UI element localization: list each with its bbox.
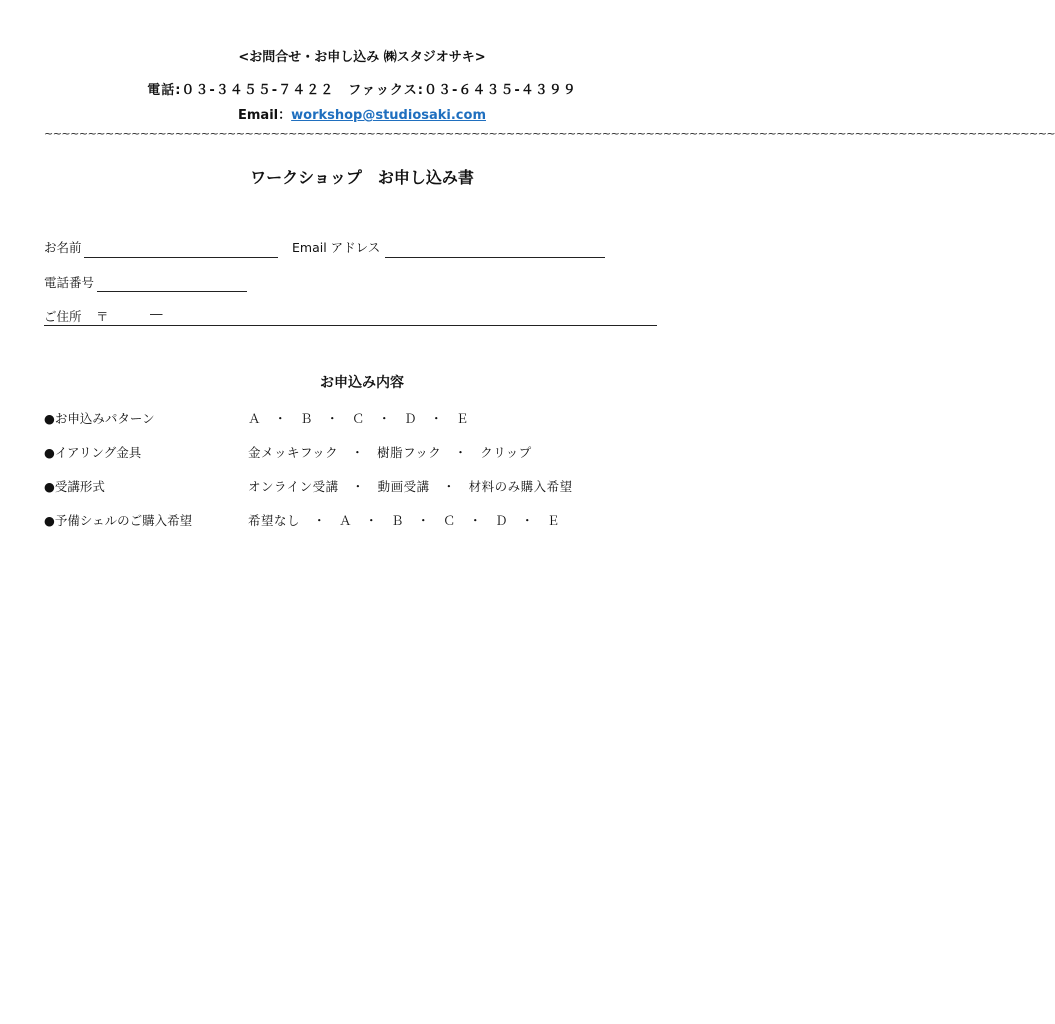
contact-phone-fax: 電話:０３-３４５５-７４２２ ファックス:０３-６４３５-４３９９ [147, 83, 577, 98]
email-field[interactable] [385, 257, 605, 258]
spare-shell-option-choices[interactable]: 希望なし ・ Ａ ・ Ｂ ・ Ｃ ・ Ｄ ・ Ｅ [248, 513, 561, 528]
address-field[interactable] [44, 325, 657, 326]
phone-label: 電話番号 [44, 275, 95, 290]
address-label: ご住所 [44, 309, 82, 324]
form-title: ワークショップ お申し込み書 [250, 168, 474, 187]
course-format-option-choices[interactable]: オンライン受講 ・ 動画受講 ・ 材料のみ購入希望 [248, 479, 573, 494]
contact-header-title: <お問合せ・お申し込み ㈱スタジオサキ> [238, 50, 486, 65]
earring-hook-option-label: ●イアリング金具 [44, 445, 142, 460]
contact-email-row [0, 104, 724, 123]
postal-dash: ― [150, 306, 163, 321]
earring-hook-option-choices[interactable]: 金メッキフック ・ 樹脂フック ・ クリップ [248, 445, 532, 460]
phone-field[interactable] [97, 291, 247, 292]
course-format-option-label: ●受講形式 [44, 479, 105, 494]
email-address-label: Email アドレス [292, 240, 381, 255]
email-label: Email： [238, 108, 292, 123]
pattern-option-label: ●お申込みパターン [44, 411, 155, 426]
name-field[interactable] [84, 257, 278, 258]
spare-shell-option-label: ●予備シェルのご購入希望 [44, 513, 193, 528]
name-label: お名前 [44, 240, 82, 255]
email-link[interactable]: workshop@studiosaki.com [291, 108, 486, 123]
pattern-option-choices[interactable]: Ａ ・ Ｂ ・ Ｃ ・ Ｄ ・ Ｅ [248, 411, 470, 426]
postal-mark: 〒 [96, 309, 109, 324]
application-section-title: お申込み内容 [320, 375, 404, 391]
separator-line: ~~~~~~~~~~~~~~~~~~~~~~~~~~~~~~~~~~~~~~~~~~~~~~~~~~~~~~~~~~~~~~~~~~~~~~~~~~~~~~~~~~~~~~~~~~~~~~~~~~~~~~~~~~~~~~~~~~~~ [44, 127, 1055, 140]
